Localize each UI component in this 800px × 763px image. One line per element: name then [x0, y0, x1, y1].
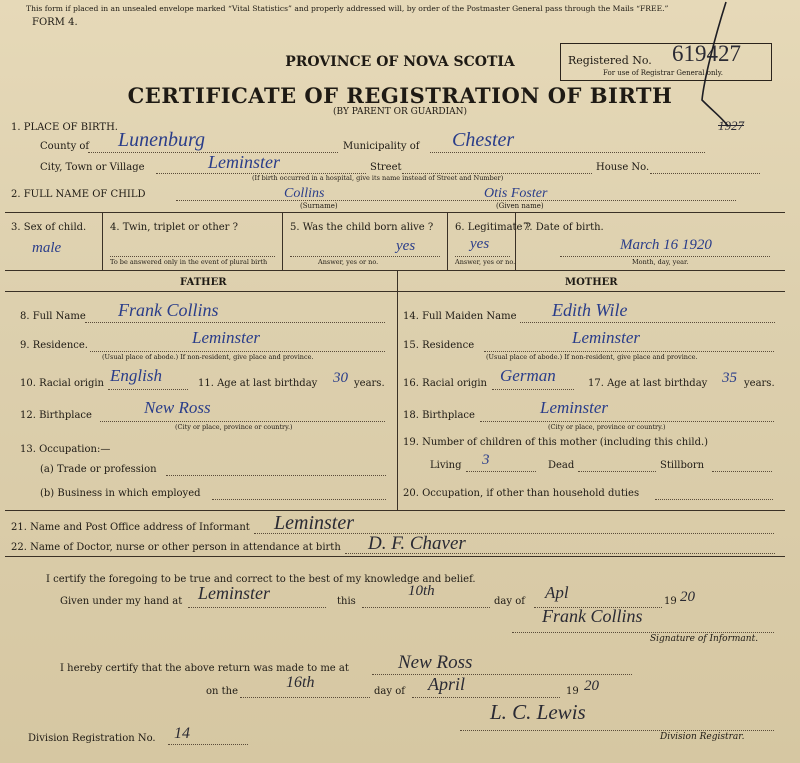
registrar-caption: Division Registrar. — [660, 732, 745, 742]
return-day-of-label: day of — [374, 686, 405, 697]
given-caption: (Given name) — [496, 202, 544, 210]
certify-text: I certify the foregoing to be true and correct to the best of my knowledge and belief. — [46, 574, 476, 585]
given-year-suffix: 20 — [680, 589, 695, 605]
living-label: Living — [430, 460, 462, 471]
alive-label: 5. Was the child born alive ? — [290, 222, 434, 233]
county-label: County of — [40, 141, 90, 152]
province-heading: PROVINCE OF NOVA SCOTIA — [285, 54, 515, 70]
city-label: City, Town or Village — [40, 162, 145, 173]
registered-label: Registered No. — [568, 54, 652, 67]
mother-birthplace-note: (City or place, province or country.) — [548, 423, 666, 431]
legitimate-label: 6. Legitimate ? — [455, 222, 532, 233]
mother-birthplace-value: Leminster — [540, 398, 608, 417]
child-surname-value: Collins — [284, 186, 325, 201]
informant-label: 21. Name and Post Office address of Informant — [11, 522, 250, 533]
mother-heading: MOTHER — [565, 277, 618, 288]
alive-note: Answer, yes or no. — [318, 258, 379, 266]
corner-mark: 1927 — [718, 118, 744, 133]
mother-residence-label: 15. Residence — [403, 340, 475, 351]
doctor-value: D. F. Chaver — [368, 533, 466, 554]
registrar-note: For use of Registrar General only. — [603, 69, 723, 77]
father-birthplace-note: (City or place, province or country.) — [175, 423, 293, 431]
dead-label: Dead — [548, 460, 575, 471]
mother-birthplace-label: 18. Birthplace — [403, 410, 475, 421]
registrar-signature: L. C. Lewis — [490, 700, 586, 724]
doctor-label: 22. Name of Doctor, nurse or other person in attendance at birth — [11, 542, 341, 553]
house-label: House No. — [596, 162, 650, 173]
return-year-suffix: 20 — [584, 678, 599, 694]
mother-age-value: 35 — [722, 370, 737, 386]
father-name-label: 8. Full Name — [20, 311, 86, 322]
mother-name-label: 14. Full Maiden Name — [403, 311, 517, 322]
father-racial-label: 10. Racial origin — [20, 378, 104, 389]
children-count-label: 19. Number of children of this mother (including this child.) — [403, 437, 709, 448]
given-day-value: 10th — [408, 583, 435, 599]
given-year-prefix: 19 — [664, 596, 677, 607]
informant-signature: Frank Collins — [542, 606, 643, 626]
sex-label: 3. Sex of child. — [11, 222, 87, 233]
this-label: this — [337, 596, 356, 607]
dob-value: March 16 1920 — [620, 237, 712, 253]
given-month-value: Apl — [545, 583, 569, 602]
father-residence-value: Leminster — [192, 328, 260, 347]
father-name-value: Frank Collins — [118, 300, 219, 320]
division-no-value: 14 — [174, 725, 190, 742]
return-day-value: 16th — [286, 674, 315, 691]
division-no-label: Division Registration No. — [28, 733, 156, 744]
trade-label: (a) Trade or profession — [40, 464, 157, 475]
city-value: Leminster — [208, 152, 280, 172]
mother-residence-note: (Usual place of abode.) If non-resident, give place and province. — [486, 353, 698, 361]
mother-residence-value: Leminster — [572, 328, 640, 347]
father-residence-label: 9. Residence. — [20, 340, 88, 351]
mother-racial-label: 16. Racial origin — [403, 378, 487, 389]
father-occupation-label: 13. Occupation:— — [20, 444, 111, 455]
mother-years-label: years. — [744, 378, 775, 389]
given-under-label: Given under my hand at — [60, 596, 183, 607]
municipality-value: Chester — [452, 129, 515, 151]
return-place-value: New Ross — [398, 652, 473, 673]
father-age-value: 30 — [333, 370, 348, 386]
child-name-label: 2. FULL NAME OF CHILD — [11, 189, 146, 200]
alive-value: yes — [396, 238, 416, 254]
sex-value: male — [32, 240, 62, 256]
father-residence-note: (Usual place of abode.) If non-resident, give place and province. — [102, 353, 314, 361]
hospital-note: (If birth occurred in a hospital, give its name instead of Street and Number) — [252, 174, 504, 182]
given-place-value: Leminster — [198, 583, 270, 603]
mother-age-label: 17. Age at last birthday — [588, 378, 708, 389]
page-subtitle: (BY PARENT OR GUARDIAN) — [332, 107, 468, 117]
twin-label: 4. Twin, triplet or other ? — [110, 222, 238, 233]
dob-label: 7. Date of birth. — [523, 222, 604, 233]
surname-caption: (Surname) — [300, 202, 338, 210]
informant-value: Leminster — [274, 512, 354, 534]
registered-number: 619427 — [672, 41, 741, 66]
return-month-value: April — [428, 674, 466, 694]
mother-occupation-label: 20. Occupation, if other than household duties — [403, 488, 640, 499]
business-label: (b) Business in which employed — [40, 488, 201, 499]
return-year-prefix: 19 — [566, 686, 579, 697]
child-given-value: Otis Foster — [484, 186, 548, 201]
legitimate-note: Answer, yes or no. — [455, 258, 516, 266]
mail-notice: This form if placed in an unsealed envelope marked “Vital Statistics” and properly addressed will, by order of the Postmaster General pass through the Mails “FREE.” — [26, 4, 669, 13]
municipality-label: Municipality of — [343, 141, 420, 152]
return-text: I hereby certify that the above return was made to me at — [60, 663, 349, 674]
on-the-label: on the — [206, 686, 239, 697]
twin-note: To be answered only in the event of plural birth — [110, 258, 268, 266]
living-value: 3 — [482, 452, 490, 468]
father-age-label: 11. Age at last birthday — [198, 378, 318, 389]
father-birthplace-value: New Ross — [144, 398, 211, 417]
father-heading: FATHER — [180, 277, 227, 288]
pen-mark-icon — [684, 0, 744, 130]
father-birthplace-label: 12. Birthplace — [20, 410, 92, 421]
legitimate-value: yes — [470, 236, 490, 252]
signature-caption: Signature of Informant. — [650, 634, 759, 644]
mother-name-value: Edith Wile — [552, 300, 628, 320]
form-number: FORM 4. — [32, 17, 78, 28]
day-of-label: day of — [494, 596, 525, 607]
father-years-label: years. — [354, 378, 385, 389]
county-value: Lunenburg — [118, 129, 206, 151]
mother-racial-value: German — [500, 366, 556, 385]
place-of-birth-label: 1. PLACE OF BIRTH. — [11, 122, 118, 133]
father-racial-value: English — [110, 366, 162, 385]
stillborn-label: Stillborn — [660, 460, 705, 471]
page-title: CERTIFICATE OF REGISTRATION OF BIRTH — [127, 83, 673, 108]
dob-note: Month, day, year. — [632, 258, 689, 266]
street-label: Street — [370, 162, 402, 173]
